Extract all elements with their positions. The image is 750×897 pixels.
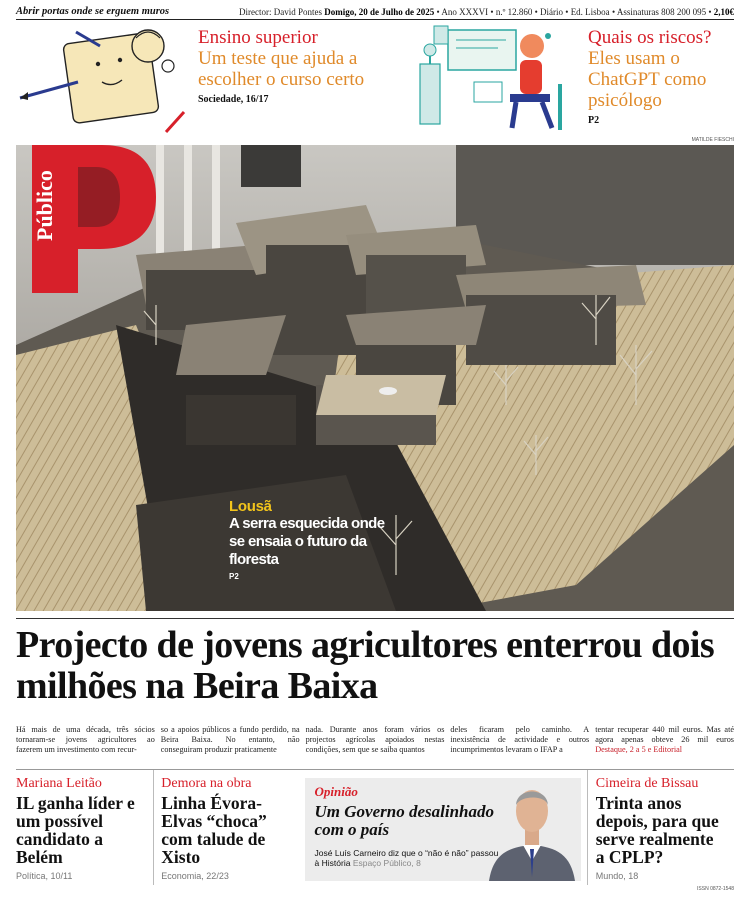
teaser-higher-education[interactable] [198, 28, 398, 105]
lead-column: Há mais de uma década, três sócios tornaram-se jovens agricultores ao fazerem um investimento com recur- [16, 725, 155, 754]
teaser-section: Sociedade, 16/17 [198, 94, 269, 105]
masthead-line [16, 4, 734, 20]
opinion-desc [315, 848, 505, 868]
story-kicker: Mariana Leitão [16, 776, 102, 791]
price: 2,10€ [713, 6, 734, 17]
story-cplp[interactable] [587, 770, 734, 885]
photo-ref: P2 [229, 572, 239, 581]
masthead-meta: Director: David Pontes Domigo, 20 de Julho de 2025 • Ano XXXVI • n.º 12.860 • Diário • Ed. Lisboa • Assinaturas 808 200 095 • 2,10€ [239, 6, 734, 17]
story-headline: Trinta anos depois, para que serve realmente a CPLP? [595, 793, 719, 867]
lead-column-last [595, 725, 734, 767]
lead-ref[interactable]: Destaque, 2 a 5 e Editorial [595, 745, 683, 754]
year: Ano XXXVI [441, 6, 489, 17]
teaser-kicker: Ensino superior [198, 27, 318, 48]
cover-photo[interactable] [16, 145, 734, 611]
subscriptions: Assinaturas 808 200 095 [616, 6, 707, 17]
opinion-box[interactable] [305, 778, 581, 881]
bottom-stories [16, 770, 734, 885]
divider [16, 618, 734, 619]
edition-label: Ed. Lisboa [570, 6, 610, 17]
opinion-ref: Espaço Público, 8 [352, 858, 421, 868]
story-ref: Política, 10/11 [16, 871, 73, 881]
photo-credit: MATILDE FIESCHI [691, 137, 734, 143]
story-evora-elvas[interactable] [153, 770, 300, 885]
lead-column: tentar recuperar 440 mil euros. Mas até agora apenas obteve 26 mil euros [595, 725, 734, 744]
lead-column: deles ficaram pelo caminho. A inexistência de actividade e outros incumprimentos levaram o IFAP a [450, 725, 590, 754]
photo-title: A serra esquecida onde se ensaia o futuro da floresta [229, 515, 385, 568]
opinion-desc-text: José Luís Carneiro diz que o “não é não” passou à História [314, 848, 499, 868]
daily-label: Diário [540, 6, 564, 17]
publico-logo [16, 145, 156, 293]
story-headline: Linha Évora-Elvas “choca” com talude de Xisto [161, 793, 267, 867]
issue-number: n.º 12.860 [495, 6, 533, 17]
brand-wordmark: Público [32, 170, 57, 241]
opinion-headline: Um Governo desalinhado com o país [314, 802, 494, 839]
student-illustration [16, 24, 194, 134]
edition-date: Domigo, 20 de Julho de 2025 [324, 6, 435, 17]
story-kicker: Demora na obra [161, 776, 252, 791]
teaser-chatgpt[interactable] [588, 28, 738, 126]
lead-headline[interactable]: Projecto de jovens agricultores enterrou dois milhões na Beira Baixa [16, 624, 715, 707]
photo-kicker: Lousã [229, 498, 272, 515]
chatgpt-illustration [408, 24, 576, 136]
story-ref: Mundo, 18 [595, 871, 639, 881]
teaser-headline: Eles usam o ChatGPT como psicólogo [588, 48, 707, 111]
columnist-portrait [485, 777, 579, 881]
teaser-headline: Um teste que ajuda a escolher o curso certo [198, 48, 365, 90]
lead-body [16, 725, 734, 767]
teaser-row [16, 22, 734, 136]
story-ref: Economia, 22/23 [161, 871, 229, 881]
teaser-section: P2 [588, 115, 600, 126]
story-headline: IL ganha líder e um possível candidato a Belém [16, 793, 135, 867]
director: Director: David Pontes [239, 6, 322, 17]
photo-caption[interactable] [229, 499, 389, 581]
lead-column: so a apoios públicos a fundo perdido, na Beira Baixa. No entanto, não conseguiram produzir praticamente [160, 725, 300, 754]
story-il[interactable] [16, 770, 153, 885]
story-kicker: Cimeira de Bissau [595, 776, 699, 791]
lead-column: nada. Durante anos foram vários os projectos agrícolas apoiados nestas condições, sem que se saiba quantos [305, 725, 445, 754]
teaser-kicker: Quais os riscos? [588, 27, 712, 48]
opinion-kicker: Opinião [314, 784, 358, 799]
slogan: Abrir portas onde se erguem muros [16, 6, 170, 17]
issn-label: ISSN 0872-1548 [697, 886, 734, 892]
